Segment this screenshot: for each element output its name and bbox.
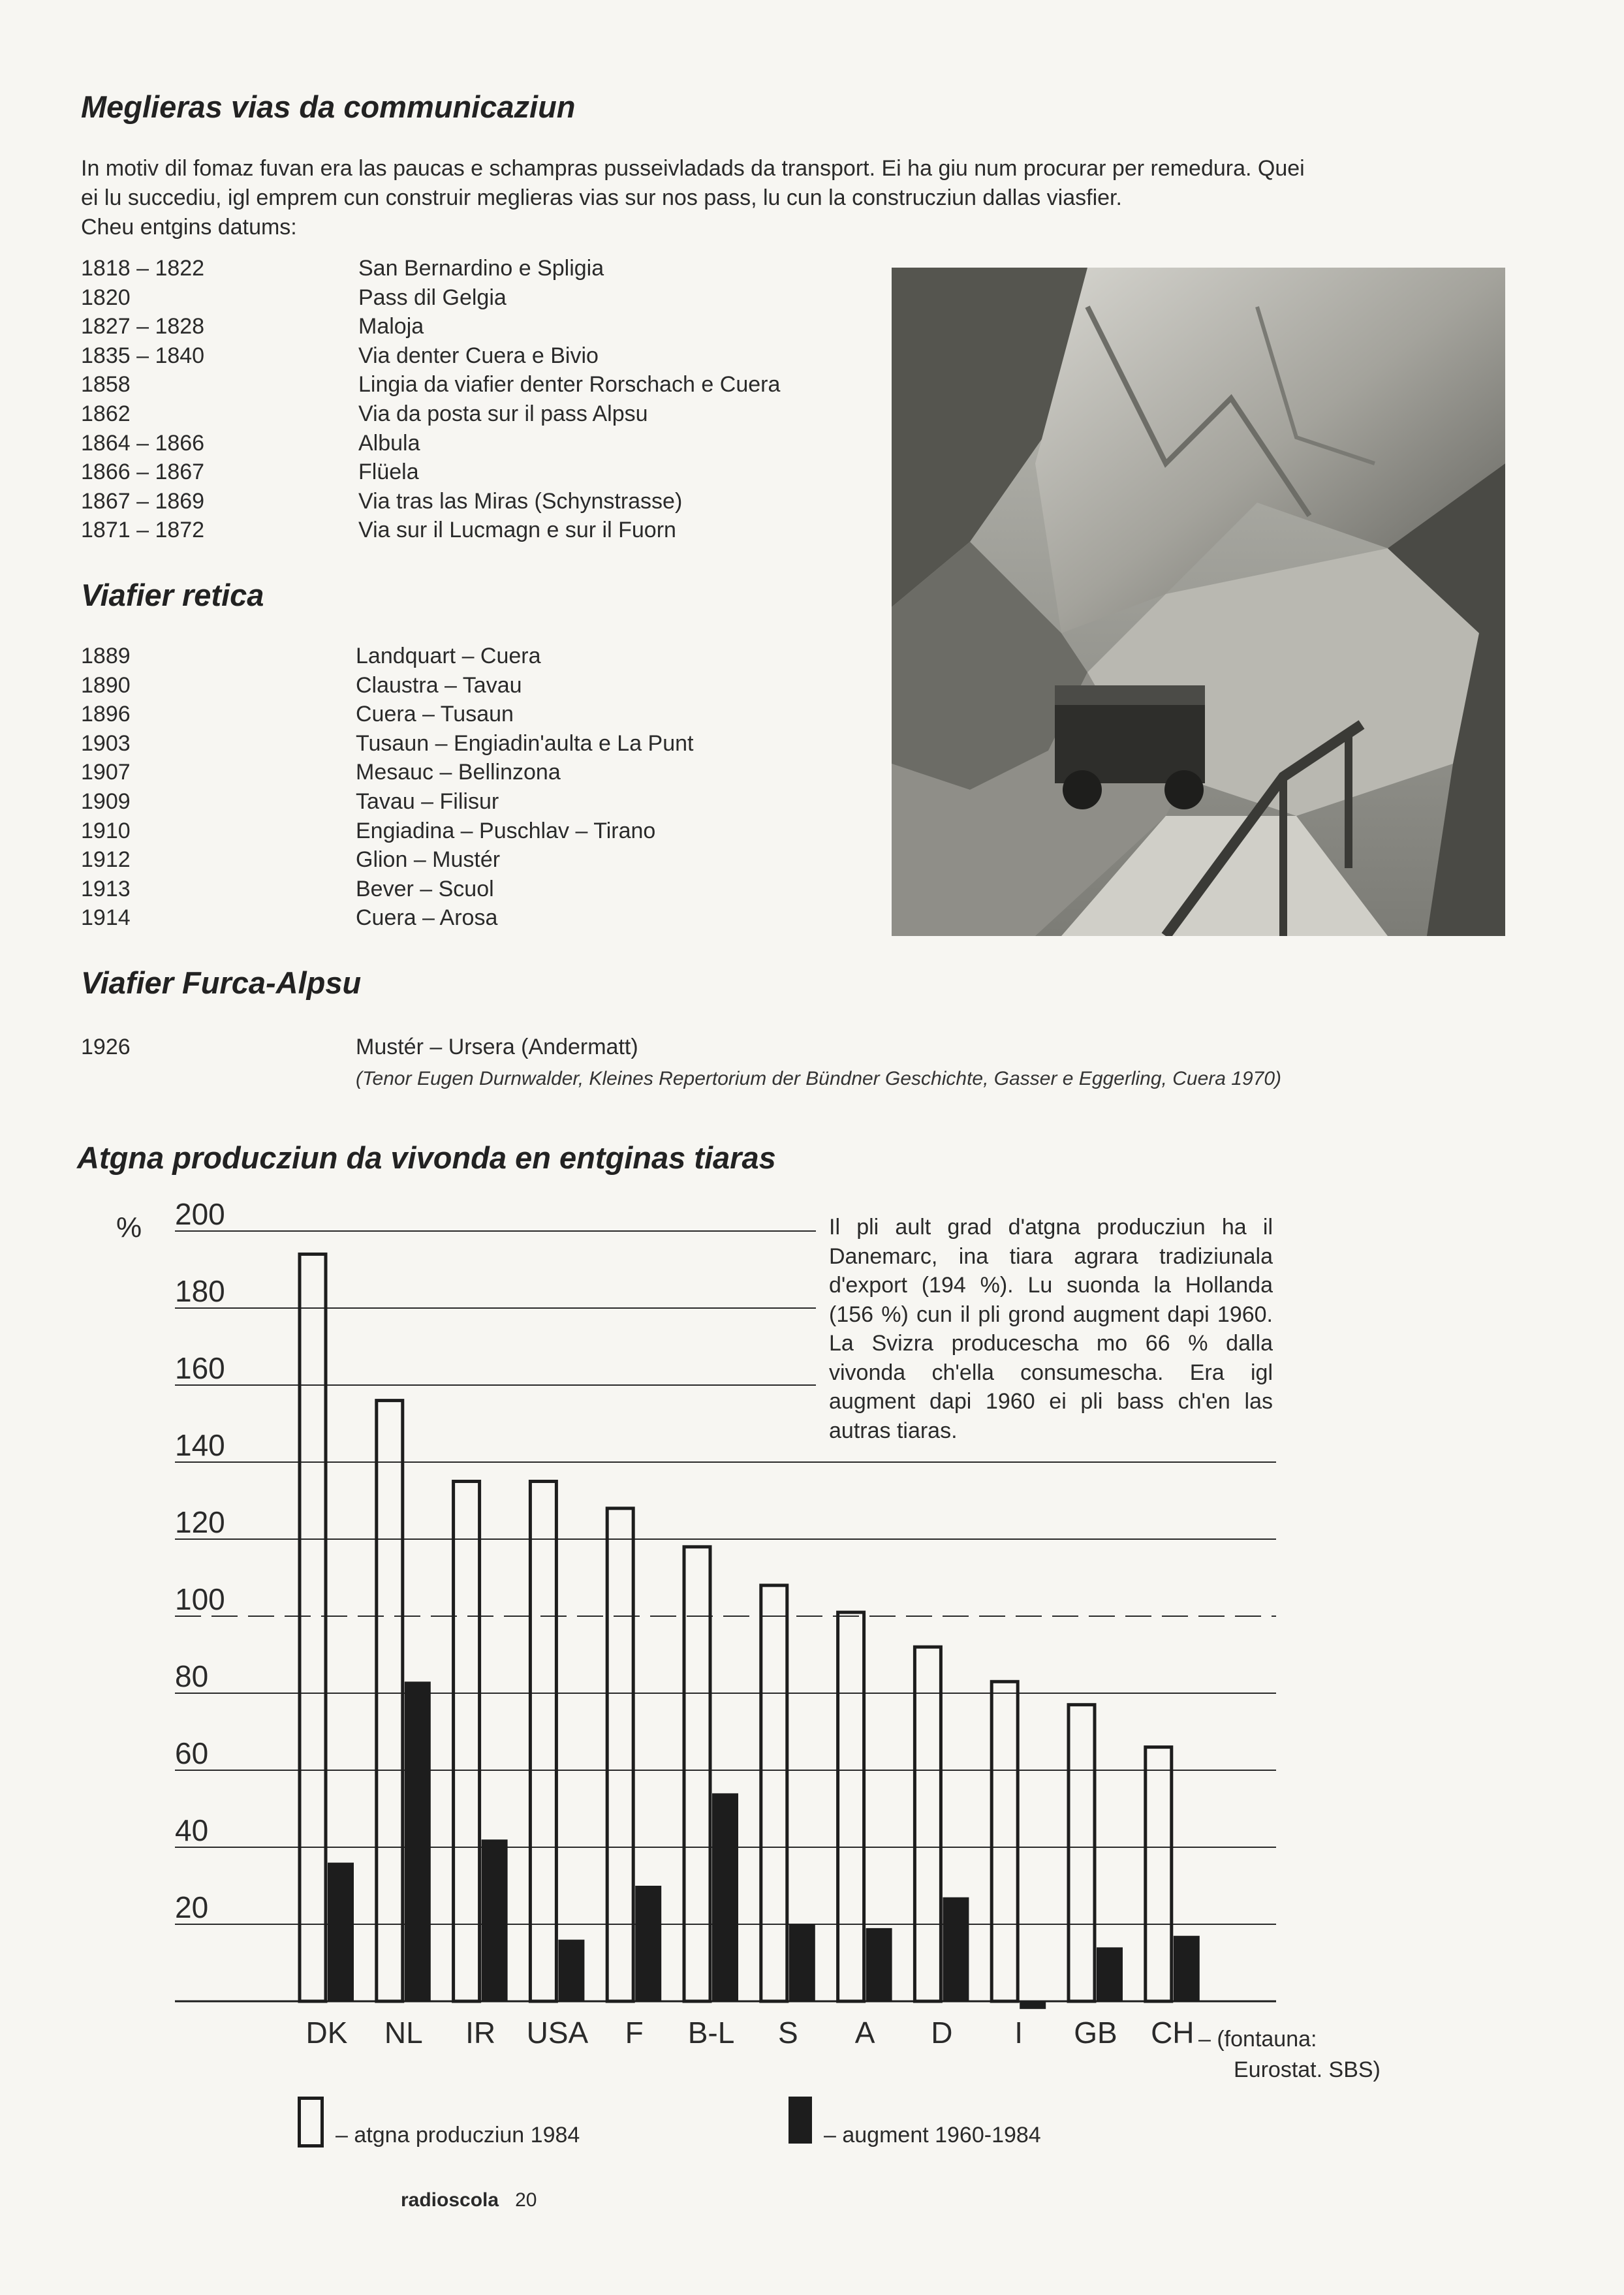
timeline-row [81,642,884,671]
timeline-event: Cuera – Arosa [356,905,498,931]
timeline-furka-railway [81,1033,884,1062]
timeline-year: 1889 [81,644,131,668]
timeline-row [81,1033,884,1062]
page-number: 20 [515,2189,537,2211]
bar-growth [558,1940,584,2001]
source-line: – (fontauna: [1198,2027,1317,2052]
bar-growth [712,1793,738,2001]
intro-line: Cheu entgins datums: [81,215,297,240]
section-title-furka-railway: Viafier Furca-Alpsu [81,965,362,1000]
bar-growth [789,1924,815,2001]
intro-line: ei lu succediu, igl emprem cun construir meglieras vias sur nos pass, lu cun la construcziun dallas viasfier. [81,185,1122,210]
footer-brand: radioscola [401,2189,499,2211]
timeline-year: 1903 [81,730,131,756]
timeline-event: San Bernardino e Spligia [358,256,604,281]
timeline-event: Tusaun – Engiadin'aulta e La Punt [356,730,694,756]
bar-growth [866,1928,892,2001]
timeline-row [81,370,884,399]
bar-own-production [1069,1705,1095,2001]
timeline-row [81,341,884,371]
bar-growth [635,1886,661,2001]
timeline-row [81,875,884,904]
intro-line: In motiv dil fomaz fuvan era las paucas e schampras pusseivladads da transport. Ei ha giu num procurar per remedura. Quei [81,156,1305,181]
bar-own-production [607,1508,633,2001]
bar-own-production [761,1585,787,2001]
timeline-year: 1827 – 1828 [81,314,205,339]
page-footer [401,2189,537,2211]
bar-own-production [838,1612,864,2001]
timeline-row [81,817,884,846]
legend-own-label: – atgna producziun 1984 [336,2123,580,2147]
bar-growth [405,1681,431,2001]
timeline-event: Albula [358,430,420,456]
timeline-year: 1862 [81,401,131,426]
bar-own-production [684,1547,710,2001]
timeline-year: 1835 – 1840 [81,343,205,368]
chart-section-title: Atgna producziun da vivonda en entginas tiaras [77,1140,776,1175]
bar-growth [1097,1947,1123,2001]
timeline-row [81,458,884,487]
x-category-label: F [625,2016,644,2050]
y-tick-label: 100 [175,1582,225,1616]
timeline-event: Mesauc – Bellinzona [356,760,561,785]
timeline-year: 1913 [81,876,131,901]
citation: (Tenor Eugen Durnwalder, Kleines Repertorium der Bündner Geschichte, Gasser e Eggerling, Cuera 1970) [356,1068,1281,1089]
timeline-event: Pass dil Gelgia [358,285,507,310]
bar-growth [943,1897,969,2001]
timeline-event: Via denter Cuera e Bivio [358,343,599,368]
x-category-label: B-L [687,2016,735,2050]
x-category-label: D [931,2016,953,2050]
bar-own-production [300,1254,326,2001]
timeline-row [81,312,884,341]
timeline-year: 1926 [81,1035,131,1059]
timeline-event: Lingia da viafier denter Rorschach e Cuera [358,372,781,398]
photo-illustration [892,268,1505,936]
chart-explanation: Il pli ault grad d'atgna producziun ha il Danemarc, ina tiara agrara tradiziunala d'export (194 %). Lu suonda la Hollanda (156 %) cun il pli grond augment dapi 1960. La Svizra producescha mo 66 % dalla vivonda ch'ella consumescha. Era igl augment dapi 1960 ei pli bass ch'en las autras tiaras. [829,1215,1273,1443]
timeline-row [81,903,884,933]
timeline-event: Tavau – Filisur [356,788,499,814]
timeline-year: 1864 – 1866 [81,430,205,456]
timeline-row [81,700,884,729]
x-category-label: S [777,2016,798,2050]
timeline-row [81,516,884,545]
food-production-chart [0,1175,1624,2193]
x-category-label: CH [1151,2016,1195,2050]
timeline-event: Mustér – Ursera (Andermatt) [356,1035,638,1059]
timeline-row [81,283,884,313]
timeline-event: Glion – Mustér [356,847,501,873]
timeline-event: Landquart – Cuera [356,644,541,668]
y-tick-label: 140 [175,1428,225,1462]
timeline-year: 1914 [81,905,131,931]
timeline-year: 1909 [81,788,131,814]
timeline-event: Via da posta sur il pass Alpsu [358,401,648,426]
y-tick-label: 40 [175,1813,209,1847]
timeline-row [81,429,884,458]
timeline-year: 1818 – 1822 [81,256,205,281]
y-tick-label: 120 [175,1505,225,1539]
timeline-event: Engiadina – Puschlav – Tirano [356,818,656,843]
timeline-event: Maloja [358,314,424,339]
legend-growth-swatch [789,2097,812,2144]
section-title-roads: Meglieras vias da communicaziun [81,89,576,124]
source-line: Eurostat. SBS) [1234,2057,1381,2082]
timeline-event: Via sur il Lucmagn e sur il Fuorn [358,518,676,543]
timeline-year: 1871 – 1872 [81,518,205,543]
timeline-year: 1858 [81,372,131,398]
y-tick-label: 20 [175,1890,209,1924]
bar-own-production [377,1401,403,2001]
y-tick-label: 200 [175,1197,225,1231]
timeline-year: 1907 [81,760,131,785]
timeline-row [81,845,884,875]
timeline-row [81,729,884,758]
bar-growth [1020,2001,1046,2009]
x-category-label: USA [526,2016,589,2050]
x-category-label: I [1014,2016,1023,2050]
x-category-label: A [854,2016,875,2050]
historic-road-photo [892,268,1505,936]
timeline-event: Claustra – Tavau [356,672,522,698]
timeline-year: 1910 [81,818,131,843]
bar-own-production [454,1482,480,2002]
legend-own-swatch [298,2097,324,2147]
y-tick-label: 80 [175,1659,209,1693]
bar-own-production [992,1681,1018,2001]
intro-paragraph [81,154,1523,242]
timeline-event: Bever – Scuol [356,876,494,901]
timeline-year: 1820 [81,285,131,310]
timeline-year: 1896 [81,702,131,727]
y-axis-unit: % [116,1211,142,1243]
timeline-rhaetian-railway [81,642,884,933]
timeline-year: 1890 [81,672,131,698]
timeline-event: Flüela [358,460,419,485]
legend-growth-label: – augment 1960-1984 [824,2123,1041,2147]
timeline-row [81,787,884,817]
timeline-row [81,399,884,429]
y-tick-label: 160 [175,1351,225,1385]
bar-own-production [530,1482,556,2002]
x-category-label: GB [1074,2016,1117,2050]
bar-growth [1174,1936,1200,2001]
y-tick-label: 180 [175,1274,225,1308]
timeline-roads [81,254,884,545]
timeline-year: 1866 – 1867 [81,460,205,485]
bar-own-production [1146,1747,1172,2001]
timeline-event: Via tras las Miras (Schynstrasse) [358,488,683,514]
bar-growth [482,1839,508,2001]
x-category-label: NL [384,2016,423,2050]
x-category-label: DK [305,2016,348,2050]
bar-growth [328,1863,354,2001]
timeline-row [81,254,884,283]
timeline-row [81,671,884,700]
x-category-label: IR [465,2016,496,2050]
timeline-year: 1867 – 1869 [81,488,205,514]
timeline-year: 1912 [81,847,131,873]
timeline-row [81,758,884,787]
timeline-event: Cuera – Tusaun [356,702,514,727]
timeline-row [81,487,884,516]
bar-own-production [914,1647,941,2001]
y-tick-label: 60 [175,1736,209,1770]
section-title-rhaetian-railway: Viafier retica [81,578,264,612]
